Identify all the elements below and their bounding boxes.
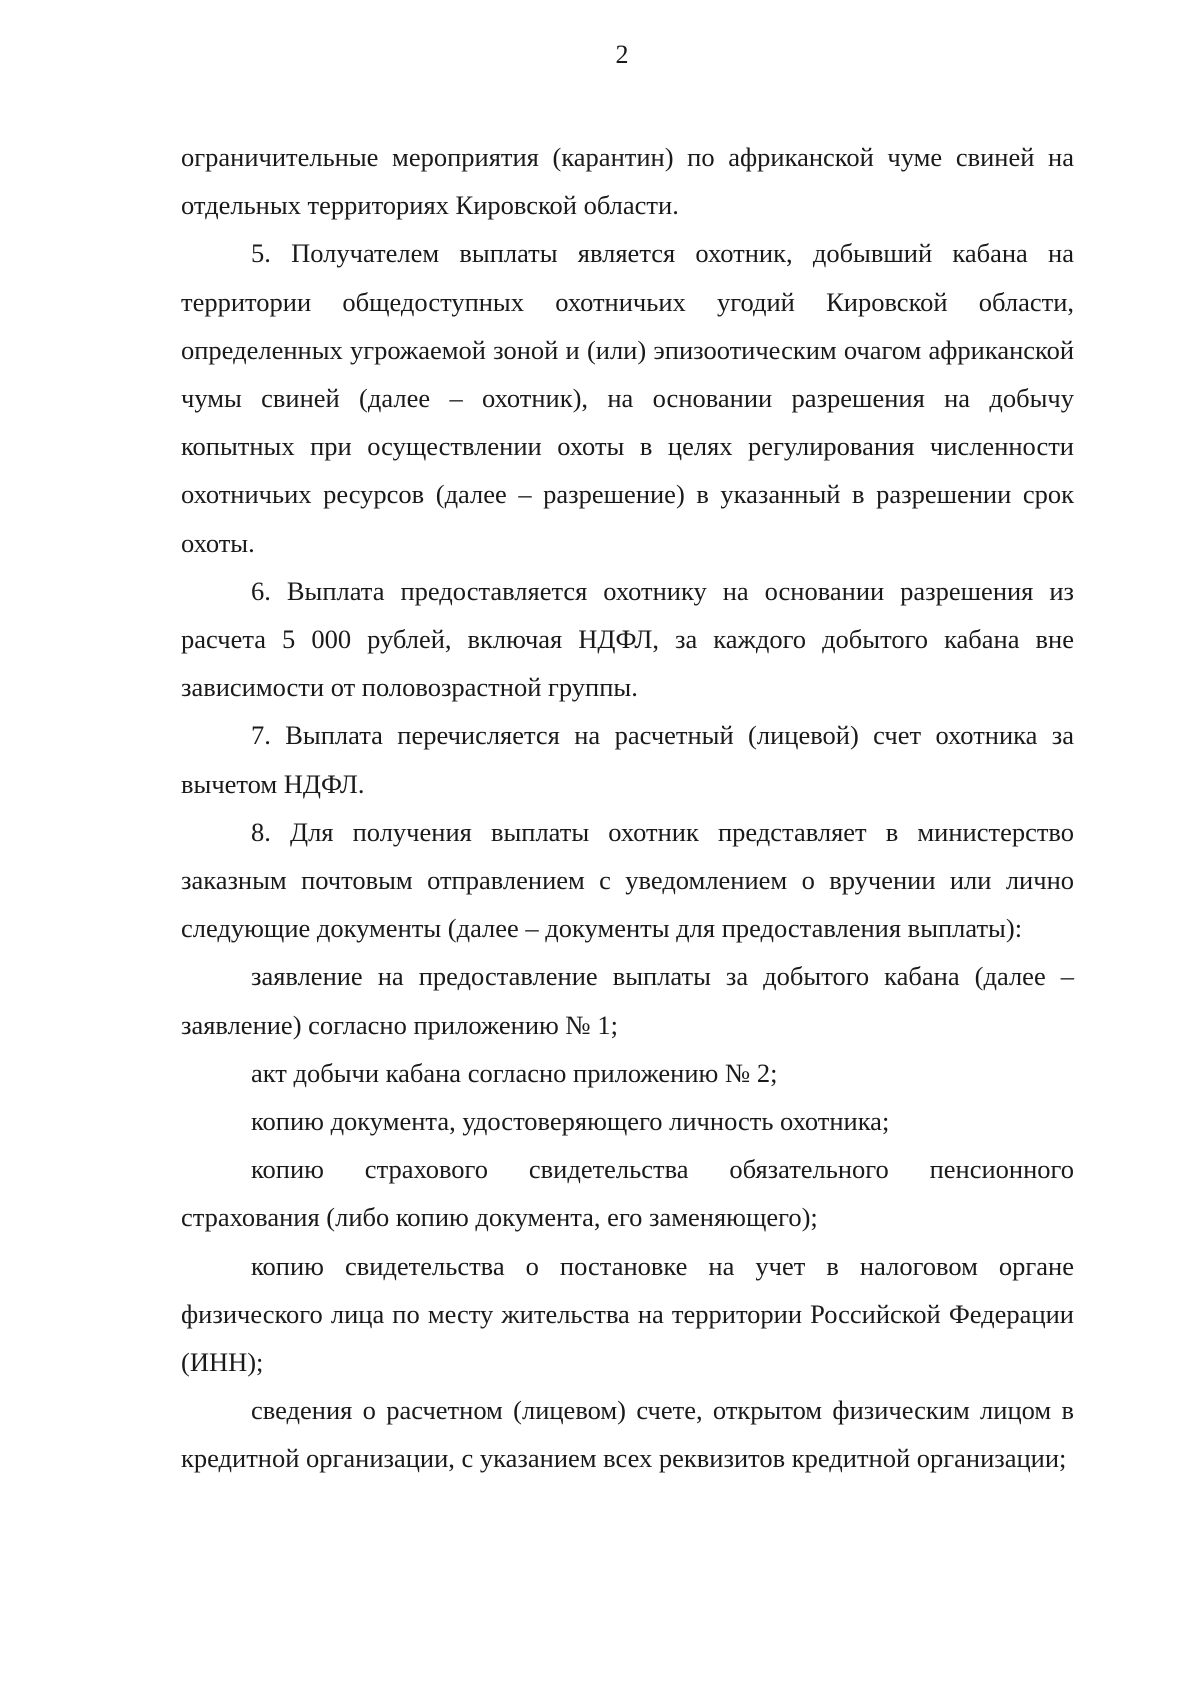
paragraph-quarantine-continuation: ограничительные мероприятия (карантин) по африканской чуме свиней на отдельных территориях Кировской области.	[181, 142, 1074, 221]
document-body	[181, 133, 1074, 1483]
paragraph-item-7-transfer: 7. Выплата перечисляется на расчетный (лицевой) счет охотника за вычетом НДФЛ.	[181, 720, 1074, 799]
list-item-identity-copy: копию документа, удостоверяющего личность охотника;	[251, 1106, 890, 1137]
list-item-bank-account: сведения о расчетном (лицевом) счете, открытом физическим лицом в кредитной организации, с указанием всех реквизитов кредитной организации;	[181, 1395, 1074, 1474]
list-item-application: заявление на предоставление выплаты за добытого кабана (далее – заявление) согласно приложению № 1;	[181, 961, 1074, 1040]
list-item-pension-certificate: копию страхового свидетельства обязательного пенсионного страхования (либо копию документа, его заменяющего);	[181, 1154, 1074, 1233]
paragraph-item-5-recipient: 5. Получателем выплаты является охотник, добывший кабана на территории общедоступных охотничьих угодий Кировской области, определенных угрожаемой зоной и (или) эпизоотическим очагом африканской чумы свиней (далее – охотник), на основании разрешения на добычу копытных при осуществлении охоты в целях регулирования численности охотничьих ресурсов (далее – разрешение) в указанный в разрешении срок охоты.	[181, 238, 1074, 558]
list-item-act: акт добычи кабана согласно приложению № 2;	[251, 1057, 778, 1088]
page-number: 2	[615, 40, 629, 69]
paragraph-item-8-documents: 8. Для получения выплаты охотник представляет в министерство заказным почтовым отправлением с уведомлением о вручении или лично следующие документы (далее – документы для предоставления выплаты):	[181, 816, 1074, 944]
paragraph-item-6-amount: 6. Выплата предоставляется охотнику на основании разрешения из расчета 5 000 рублей, включая НДФЛ, за каждого добытого кабана вне зависимости от половозрастной группы.	[181, 575, 1074, 703]
list-item-tax-certificate: копию свидетельства о постановке на учет в налоговом органе физического лица по месту жительства на территории Российской Федерации (ИНН);	[181, 1250, 1074, 1378]
